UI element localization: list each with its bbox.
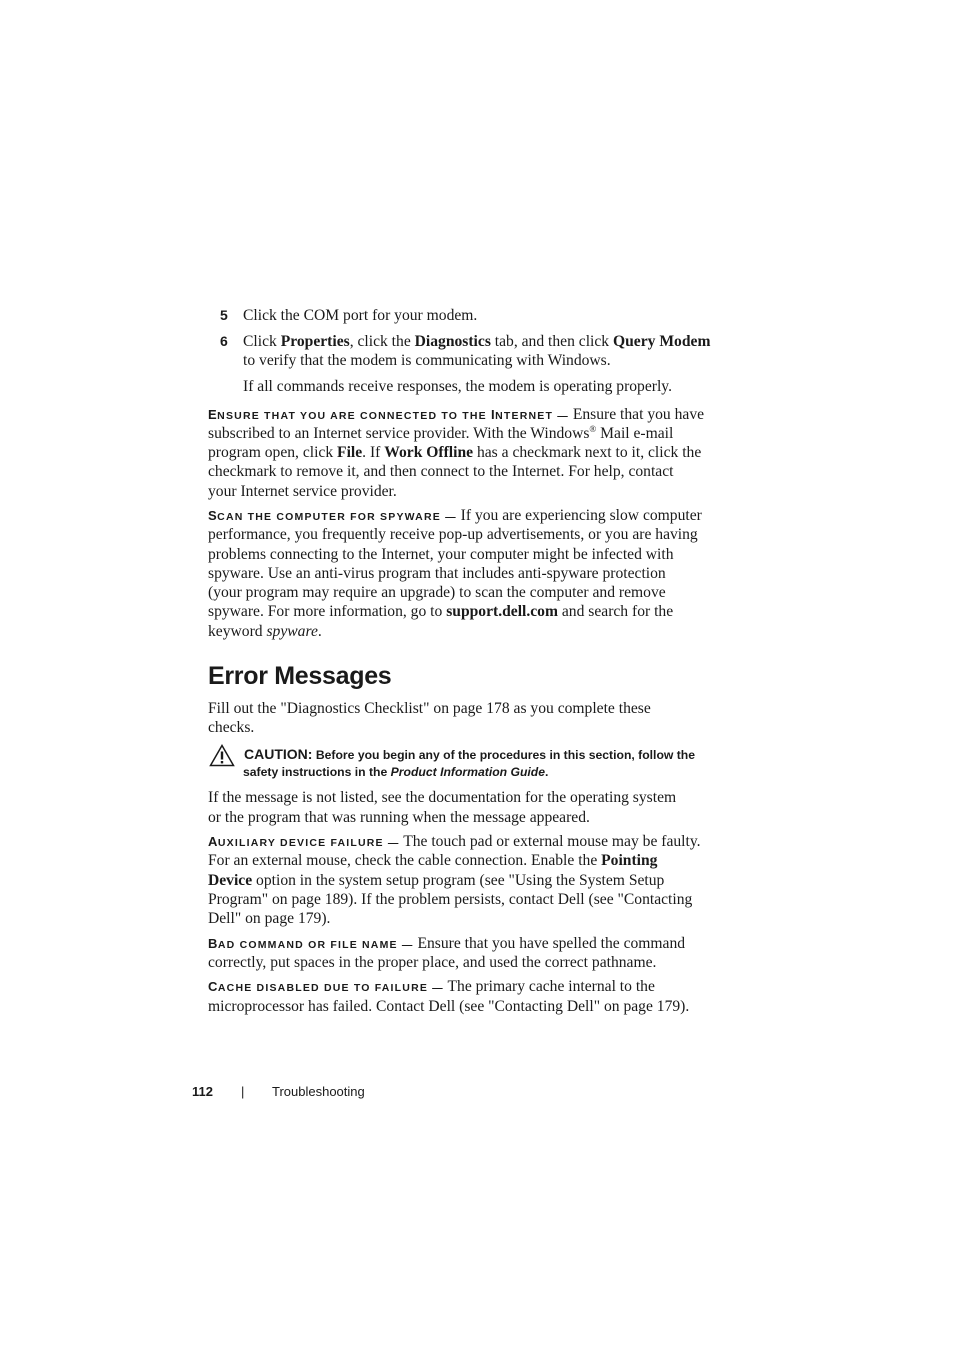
step-note: If all commands receive responses, the modem is operating properly.	[243, 378, 672, 395]
body-text: If the message is not listed, see the documentation for the operating system	[208, 789, 677, 806]
step-number: 5	[220, 307, 228, 323]
auxiliary-paragraph-line: Program" on page 189). If the problem persists, contact Dell (see "Contacting	[208, 891, 693, 908]
auxiliary-subhead: AUXILIARY DEVICE FAILURE —	[208, 834, 400, 849]
section-heading: Error Messages	[208, 662, 392, 690]
internet-paragraph-line: ENSURE THAT YOU ARE CONNECTED TO THE INTERNET — Ensure that you have	[208, 406, 705, 423]
support-link[interactable]: support.dell.com	[446, 603, 558, 620]
spyware-paragraph-line: problems connecting to the Internet, your computer might be infected with	[208, 546, 674, 563]
cache-paragraph-line: microprocessor has failed. Contact Dell (see "Contacting Dell" on page 179).	[208, 998, 690, 1015]
footer-separator: |	[241, 1084, 245, 1099]
spyware-paragraph-line: spyware. For more information, go to support.dell.com and search for the	[208, 603, 674, 620]
internet-paragraph-line: program open, click File. If Work Offline has a checkmark next to it, click the	[208, 444, 702, 461]
bad-command-subhead: BAD COMMAND OR FILE NAME —	[208, 936, 414, 951]
cache-paragraph-line: CACHE DISABLED DUE TO FAILURE — The primary cache internal to the	[208, 978, 655, 995]
spyware-paragraph-line: spyware. Use an anti-virus program that includes anti-spyware protection	[208, 565, 666, 582]
footer-section: Troubleshooting	[272, 1084, 365, 1099]
intro-text: Fill out the "Diagnostics Checklist" on page 178 as you complete these	[208, 700, 651, 717]
bad-command-paragraph-line: correctly, put spaces in the proper place, and used the correct pathname.	[208, 954, 657, 971]
spyware-paragraph-line: SCAN THE COMPUTER FOR SPYWARE — If you are experiencing slow computer	[208, 507, 702, 524]
caution-icon	[209, 744, 235, 767]
body-text: or the program that was running when the message appeared.	[208, 809, 590, 826]
page-number: 112	[192, 1084, 213, 1099]
auxiliary-paragraph-line: AUXILIARY DEVICE FAILURE — The touch pad or external mouse may be faulty.	[208, 833, 701, 850]
spyware-paragraph-line: performance, you frequently receive pop-up advertisements, or you are having	[208, 526, 698, 543]
auxiliary-paragraph-line: Device option in the system setup program (see "Using the System Setup	[208, 872, 665, 889]
internet-paragraph-line: your Internet service provider.	[208, 483, 397, 500]
internet-paragraph-line: checkmark to remove it, and then connect to the Internet. For help, contact	[208, 463, 674, 480]
intro-text: checks.	[208, 719, 255, 736]
step-text: to verify that the modem is communicating with Windows.	[243, 352, 611, 369]
step-number: 6	[220, 333, 228, 349]
spyware-paragraph-line: (your program may require an upgrade) to scan the computer and remove	[208, 584, 666, 601]
caution-text: safety instructions in the Product Information Guide.	[243, 765, 549, 779]
step-text: Click the COM port for your modem.	[243, 307, 478, 324]
step-text: Click Properties, click the Diagnostics tab, and then click Query Modem	[243, 333, 711, 350]
spyware-subhead: SCAN THE COMPUTER FOR SPYWARE —	[208, 508, 457, 523]
internet-subhead: ENSURE THAT YOU ARE CONNECTED TO THE INTERNET —	[208, 407, 569, 422]
cache-subhead: CACHE DISABLED DUE TO FAILURE —	[208, 979, 444, 994]
internet-paragraph-line: subscribed to an Internet service provider. With the Windows® Mail e-mail	[208, 423, 674, 442]
spyware-paragraph-line: keyword spyware.	[208, 623, 322, 640]
auxiliary-paragraph-line: Dell" on page 179).	[208, 910, 331, 927]
caution-text: CAUTION: Before you begin any of the procedures in this section, follow the	[244, 746, 696, 762]
bad-command-paragraph-line: BAD COMMAND OR FILE NAME — Ensure that you have spelled the command	[208, 935, 686, 952]
auxiliary-paragraph-line: For an external mouse, check the cable connection. Enable the Pointing	[208, 852, 658, 869]
